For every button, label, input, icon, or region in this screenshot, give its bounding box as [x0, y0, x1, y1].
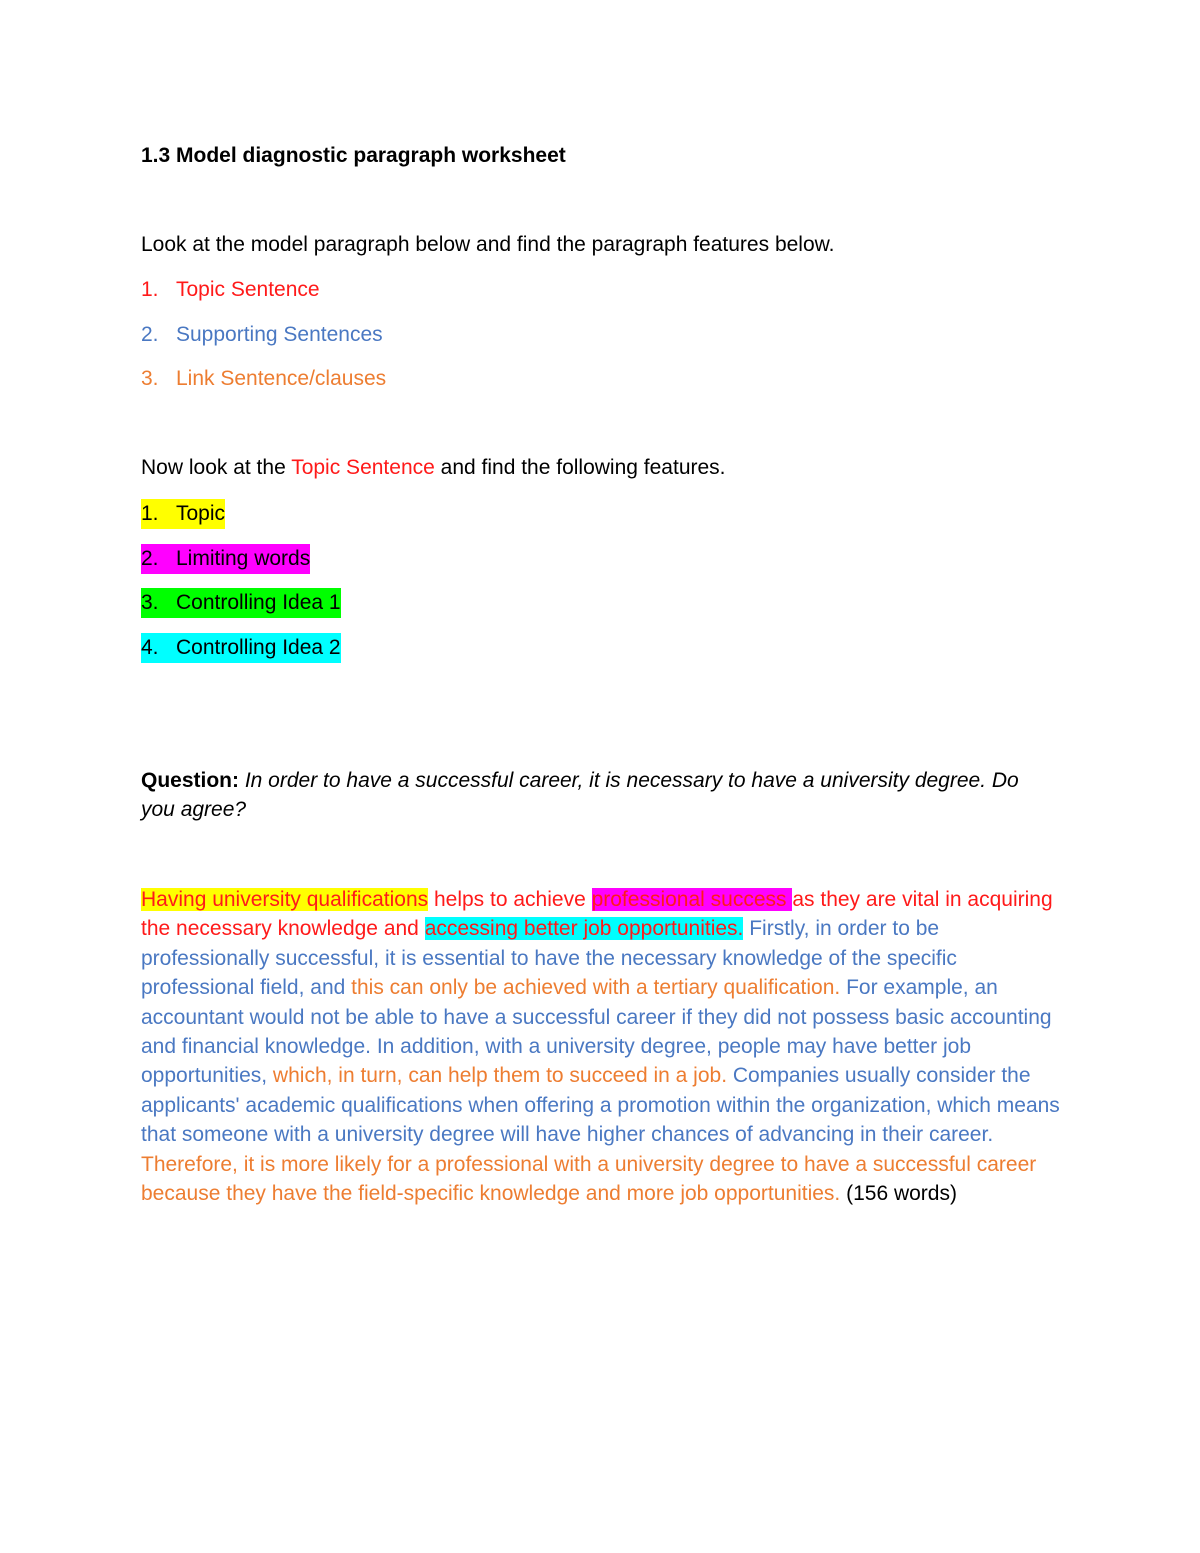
- list-number: 1.: [141, 502, 159, 525]
- supporting-sentence: For example, an accountant would not be able to have a successful career if they did not possess basic accounting and financial knowledge. In addition, with a university degree, people may have better job opportunities,: [141, 976, 1052, 1088]
- list-item: [141, 364, 386, 409]
- list-label: Limiting words: [176, 546, 311, 570]
- list-item: [141, 499, 341, 544]
- highlighted-item: [141, 633, 341, 663]
- supporting-sentence: Companies usually consider the applicants' academic qualifications when offering a promotion within the organization, which means that someone with a university degree will have higher chances of advancing in their career.: [141, 1064, 1060, 1147]
- question-label: Question:: [141, 769, 239, 792]
- topic-sentence-text: helps to achieve: [428, 888, 592, 911]
- list-label: Topic Sentence: [176, 278, 320, 301]
- list-number: 3.: [141, 367, 159, 390]
- list-number: 1.: [141, 278, 159, 301]
- link-clause: which, in turn, can help them to succeed in a job.: [267, 1064, 728, 1088]
- highlighted-item: [141, 544, 310, 574]
- topic-features-list: [141, 499, 341, 677]
- limiting-words-highlight: professional success: [591, 888, 793, 911]
- list-number: 3.: [141, 591, 159, 614]
- list-number: 4.: [141, 635, 159, 659]
- list-number: 2.: [141, 546, 159, 570]
- model-paragraph: [141, 885, 1066, 1208]
- link-sentence: Therefore, it is more likely for a professional with a university degree to have a successful career because they have the field-specific knowledge and more job opportunities.: [141, 1152, 1037, 1206]
- essay-question: [141, 766, 1041, 824]
- list-item: [141, 588, 341, 633]
- highlighted-item: [141, 588, 341, 618]
- list-number: 2.: [141, 322, 159, 346]
- topic-highlight: Having university qualifications: [141, 888, 429, 911]
- instruction-text: Now look at the: [141, 456, 292, 479]
- instruction-text: and find the following features.: [434, 456, 726, 479]
- list-label: Topic: [176, 502, 226, 525]
- list-label: Supporting Sentences: [176, 322, 383, 346]
- link-clause: this can only be achieved with a tertiary qualification.: [351, 976, 841, 1000]
- topic-sentence-instructions: [141, 453, 726, 483]
- question-text: In order to have a successful career, it is necessary to have a university degree. Do you agree?: [141, 769, 1019, 821]
- controlling-idea-2-highlight: accessing better job opportunities.: [424, 917, 744, 941]
- list-label: Controlling Idea 2: [176, 635, 341, 659]
- page-title: 1.3 Model diagnostic paragraph worksheet: [141, 144, 566, 167]
- list-item: [141, 544, 341, 589]
- list-item: [141, 320, 386, 365]
- intro-text: Look at the model paragraph below and find the paragraph features below.: [141, 233, 835, 256]
- highlighted-item: [141, 499, 225, 529]
- word-count: (156 words): [840, 1182, 957, 1206]
- list-item: [141, 633, 341, 678]
- list-label: Link Sentence/clauses: [176, 367, 387, 390]
- topic-sentence-reference: Topic Sentence: [291, 456, 435, 479]
- supporting-sentence: Firstly, in order to be professionally successful, it is essential to have the necessary knowledge of the specific professional field, and: [141, 917, 957, 1000]
- list-item: [141, 275, 386, 320]
- paragraph-features-list: [141, 275, 386, 409]
- list-label: Controlling Idea 1: [176, 591, 341, 614]
- topic-sentence-text: as they are vital in acquiring the necessary knowledge and: [141, 888, 1053, 941]
